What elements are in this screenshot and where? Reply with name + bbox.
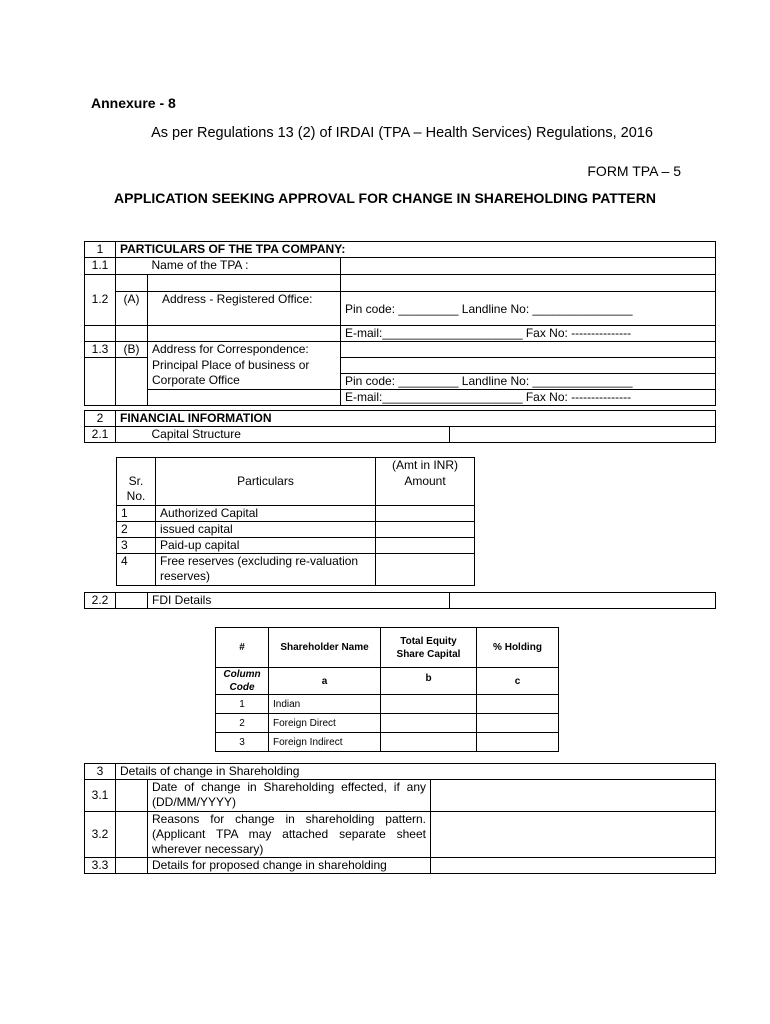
row-1-1-number: 1.1 [85, 258, 116, 275]
fdi-row-number: 2 [216, 714, 269, 733]
fdi-row-holding[interactable] [477, 714, 559, 733]
fdi-code-c: c [477, 668, 559, 695]
capital-amount-unit: (Amt in INR) [376, 458, 475, 474]
form-title: APPLICATION SEEKING APPROVAL FOR CHANGE IN SHAREHOLDING PATTERN [114, 190, 656, 206]
fdi-row-number: 1 [216, 695, 269, 714]
row-3-2-number: 3.2 [85, 812, 116, 858]
correspondence-email-fax[interactable]: E-mail:_____________________ Fax No: --------------- [341, 390, 716, 406]
fdi-row-equity[interactable] [381, 733, 477, 752]
tpa-name-label: Name of the TPA : [148, 258, 341, 275]
section-2-table [84, 410, 716, 443]
fdi-details-label: FDI Details [148, 593, 450, 609]
section-3-table [84, 763, 716, 874]
section-2-number: 2 [85, 411, 116, 427]
section-3-number: 3 [85, 764, 116, 780]
capital-row-amount[interactable] [376, 506, 475, 522]
fdi-table [215, 627, 559, 752]
capital-row-particular: Paid-up capital [156, 538, 376, 554]
fdi-details-field[interactable] [450, 593, 716, 609]
change-reasons-label: Reasons for change in shareholding pattern. (Applicant TPA may attached separate sheet wherever necessary) [148, 812, 431, 858]
fdi-code-b: b [381, 668, 477, 695]
capital-structure-field[interactable] [450, 427, 716, 443]
capital-particulars-header: Particulars [156, 458, 376, 506]
row-1-3-number: 1.3 [85, 342, 116, 358]
section-1-table [84, 241, 716, 406]
capital-row-amount[interactable] [376, 538, 475, 554]
capital-row-particular: issued capital [156, 522, 376, 538]
section-2-heading: FINANCIAL INFORMATION [116, 411, 716, 427]
regulation-reference: As per Regulations 13 (2) of IRDAI (TPA – Health Services) Regulations, 2016 [151, 125, 653, 141]
proposed-change-field[interactable] [431, 858, 716, 874]
capital-row-amount[interactable] [376, 554, 475, 586]
correspondence-address-field-2[interactable] [341, 358, 716, 374]
capital-row-particular: Authorized Capital [156, 506, 376, 522]
section-1-number: 1 [85, 242, 116, 258]
registered-office-email-fax[interactable]: E-mail:_____________________ Fax No: --------------- [341, 326, 716, 342]
capital-row-sr: 4 [117, 554, 156, 586]
fdi-row-name: Foreign Indirect [269, 733, 381, 752]
fdi-hash-header: # [216, 628, 269, 668]
fdi-row-name: Indian [269, 695, 381, 714]
annexure-label: Annexure - 8 [91, 95, 176, 111]
fdi-shareholder-header: Shareholder Name [269, 628, 381, 668]
row-3-3-number: 3.3 [85, 858, 116, 874]
proposed-change-label: Details for proposed change in shareholding [148, 858, 431, 874]
fdi-row-number: 3 [216, 733, 269, 752]
fdi-holding-header: % Holding [477, 628, 559, 668]
fdi-row-holding[interactable] [477, 733, 559, 752]
change-date-label: Date of change in Shareholding effected, if any (DD/MM/YYYY) [148, 780, 431, 812]
capital-row-sr: 3 [117, 538, 156, 554]
fdi-row-equity[interactable] [381, 695, 477, 714]
correspondence-pin-landline[interactable]: Pin code: _________ Landline No: _______________ [341, 374, 716, 390]
fdi-row-holding[interactable] [477, 695, 559, 714]
correspondence-address-label: Address for Correspondence: Principal Place of business or Corporate Office [148, 342, 341, 390]
capital-row-sr: 1 [117, 506, 156, 522]
fdi-code-a: a [269, 668, 381, 695]
row-2-2-number: 2.2 [85, 593, 116, 609]
row-1-2-sub: (A) [116, 292, 148, 326]
capital-structure-label: Capital Structure [148, 427, 450, 443]
tpa-name-field[interactable] [341, 258, 716, 275]
section-1-heading: PARTICULARS OF THE TPA COMPANY: [116, 242, 716, 258]
fdi-equity-header: Total Equity Share Capital [381, 628, 477, 668]
capital-table [116, 457, 475, 586]
fdi-column-code-label: Column Code [216, 668, 269, 695]
capital-row-amount[interactable] [376, 522, 475, 538]
change-reasons-field[interactable] [431, 812, 716, 858]
correspondence-address-field[interactable] [341, 342, 716, 358]
change-date-field[interactable] [431, 780, 716, 812]
registered-office-pin-landline[interactable]: Pin code: _________ Landline No: _______________ [341, 292, 716, 326]
row-3-1-number: 3.1 [85, 780, 116, 812]
fdi-row-name: Foreign Direct [269, 714, 381, 733]
fdi-row-table [84, 592, 716, 609]
form-number: FORM TPA – 5 [587, 163, 681, 179]
capital-row-particular: Free reserves (excluding re-valuation reserves) [156, 554, 376, 586]
row-2-1-number: 2.1 [85, 427, 116, 443]
fdi-row-equity[interactable] [381, 714, 477, 733]
capital-amount-header: Amount [376, 474, 475, 506]
tpa-name-field-2[interactable] [341, 275, 716, 292]
capital-row-sr: 2 [117, 522, 156, 538]
row-1-3-sub: (B) [116, 342, 148, 358]
row-1-2-number: 1.2 [85, 292, 116, 326]
section-3-heading: Details of change in Shareholding [116, 764, 716, 780]
registered-office-label: Address - Registered Office: [148, 292, 341, 326]
capital-sr-header: Sr. No. [117, 458, 156, 506]
